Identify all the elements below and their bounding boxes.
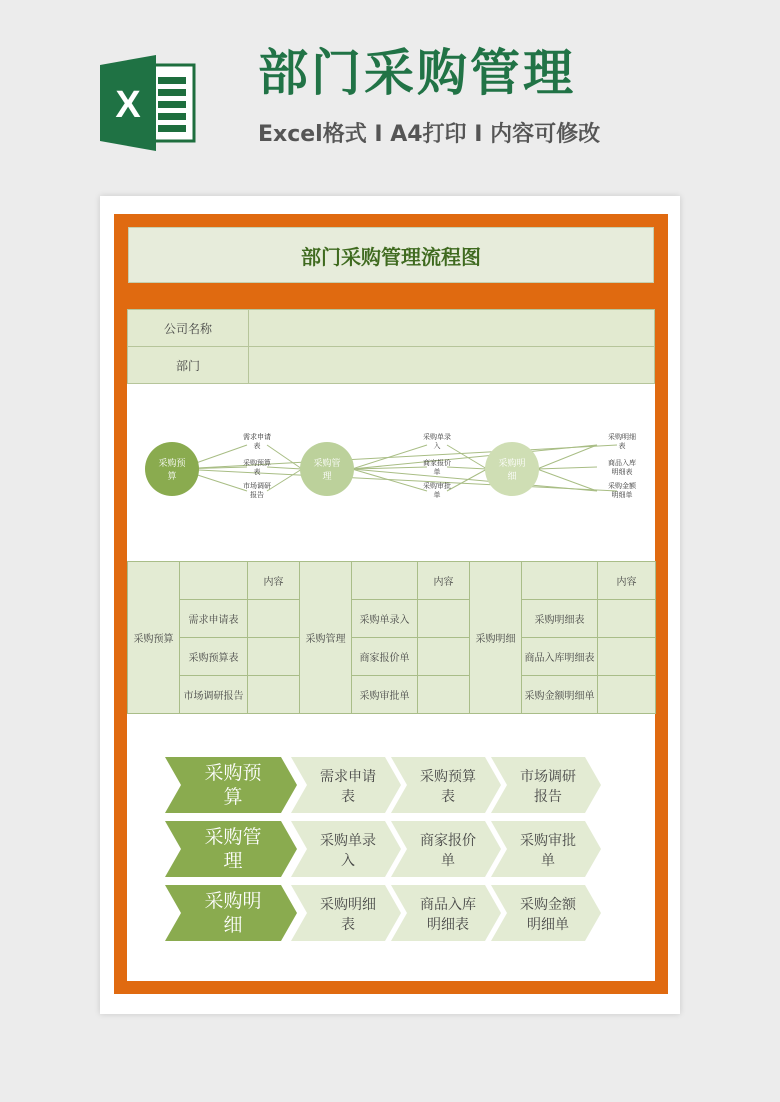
flow-head-label: 算	[223, 786, 243, 808]
flow-step-label: 采购审批	[520, 833, 576, 849]
leaf-col3-2a: 商品入库	[608, 459, 636, 467]
document-body	[127, 315, 655, 981]
hub-node-detail	[485, 442, 539, 496]
flow-head-label: 采购预	[204, 762, 262, 784]
leaf-col2-3a: 采购审批	[423, 482, 451, 490]
page-subtitle: Excel格式 I A4打印 I 内容可修改	[258, 122, 601, 147]
company-name-label: 公司名称	[128, 310, 249, 347]
process-flow-arrows	[127, 753, 655, 953]
leaf-col2-1b: 入	[433, 442, 441, 450]
item-content[interactable]	[598, 676, 656, 714]
procurement-table	[127, 561, 656, 714]
leaf-col1-2b: 表	[253, 468, 261, 476]
company-name-value[interactable]	[249, 310, 655, 347]
info-row-company	[128, 310, 655, 347]
item-content[interactable]	[248, 600, 300, 638]
mind-map-diagram	[127, 387, 655, 559]
leaf-col3-3a: 采购金额	[608, 482, 636, 490]
hub-label-detail-1: 采购明	[498, 459, 526, 469]
hub-label-management-1: 采购管	[313, 459, 341, 469]
table-row	[128, 600, 656, 638]
document-sheet	[100, 196, 680, 1014]
leaf-col3-1b: 表	[618, 442, 626, 450]
item-content[interactable]	[418, 600, 470, 638]
item-label: 采购明细表	[522, 600, 598, 638]
item-label: 采购单录入	[352, 600, 418, 638]
document-title-band	[128, 227, 654, 283]
flow-head-label: 采购管	[204, 826, 262, 848]
flow-step-label: 表	[341, 789, 355, 805]
flow-head-label: 细	[223, 914, 243, 936]
flow-step-label: 采购金额	[520, 897, 576, 913]
leaf-col1-1b: 表	[253, 442, 261, 450]
item-label: 采购审批单	[352, 676, 418, 714]
table-row	[128, 676, 656, 714]
hub-label-budget-2: 算	[167, 472, 177, 482]
flow-step-label: 采购单录	[320, 833, 376, 849]
group-name-management: 采购管理	[300, 562, 352, 714]
hub-label-detail-2: 细	[507, 472, 517, 482]
page-title: 部门采购管理	[258, 44, 576, 102]
excel-logo-icon	[100, 55, 198, 151]
excel-logo-letter: X	[115, 84, 141, 126]
info-table	[127, 309, 655, 384]
table-row	[128, 562, 656, 600]
hub-label-management-2: 理	[322, 472, 332, 482]
flow-step-label: 单	[541, 853, 555, 869]
item-content[interactable]	[418, 638, 470, 676]
flow-step-label: 商家报价	[420, 833, 476, 849]
department-label: 部门	[128, 347, 249, 384]
item-label: 需求申请表	[180, 600, 248, 638]
orange-frame	[114, 214, 668, 994]
item-content[interactable]	[598, 600, 656, 638]
leaf-col3-2b: 明细表	[611, 468, 633, 476]
flow-step-label: 采购明细	[320, 897, 376, 913]
leaf-col3-1a: 采购明细	[608, 433, 636, 441]
table-row	[128, 638, 656, 676]
group-name-budget: 采购预算	[128, 562, 180, 714]
info-row-department	[128, 347, 655, 384]
leaf-col3-3b: 明细单	[611, 491, 633, 499]
item-label: 商品入库明细表	[522, 638, 598, 676]
document-title: 部门采购管理流程图	[301, 244, 481, 269]
page-header	[0, 0, 780, 190]
item-label: 商家报价单	[352, 638, 418, 676]
flow-step-label: 市场调研	[520, 769, 576, 785]
item-label: 采购金额明细单	[522, 676, 598, 714]
hub-node-management	[300, 442, 354, 496]
content-header: 内容	[248, 562, 300, 600]
item-content[interactable]	[418, 676, 470, 714]
leaf-col2-2b: 单	[433, 468, 441, 476]
hub-node-budget	[145, 442, 199, 496]
item-label: 采购预算表	[180, 638, 248, 676]
content-header: 内容	[598, 562, 656, 600]
flow-step-label: 明细表	[427, 917, 469, 933]
flow-step-label: 明细单	[527, 917, 569, 933]
leaf-col2-1a: 采购单录	[423, 433, 451, 441]
hub-label-budget-1: 采购预	[158, 459, 186, 469]
leaf-col1-3b: 报告	[250, 491, 264, 499]
flow-step-label: 采购预算	[420, 769, 476, 785]
item-label: 市场调研报告	[180, 676, 248, 714]
flow-step-label: 入	[341, 853, 355, 869]
leaf-col1-3a: 市场调研	[243, 482, 271, 490]
leaf-col2-2a: 商家报价	[423, 459, 451, 467]
group-name-detail: 采购明细	[470, 562, 522, 714]
item-content[interactable]	[248, 638, 300, 676]
flow-step-label: 需求申请	[320, 769, 376, 785]
item-content[interactable]	[248, 676, 300, 714]
leaf-col2-3b: 单	[433, 491, 441, 499]
leaf-col1-1a: 需求申请	[243, 433, 271, 441]
flow-head-label: 采购明	[204, 890, 262, 912]
item-content[interactable]	[598, 638, 656, 676]
flow-head-label: 理	[223, 850, 243, 872]
flow-step-label: 商品入库	[420, 897, 476, 913]
leaf-col1-2a: 采购预算	[243, 459, 271, 467]
department-value[interactable]	[249, 347, 655, 384]
flow-step-label: 单	[441, 853, 455, 869]
content-header: 内容	[418, 562, 470, 600]
flow-step-label: 报告	[534, 789, 562, 805]
flow-step-label: 表	[441, 789, 455, 805]
flow-step-label: 表	[341, 917, 355, 933]
